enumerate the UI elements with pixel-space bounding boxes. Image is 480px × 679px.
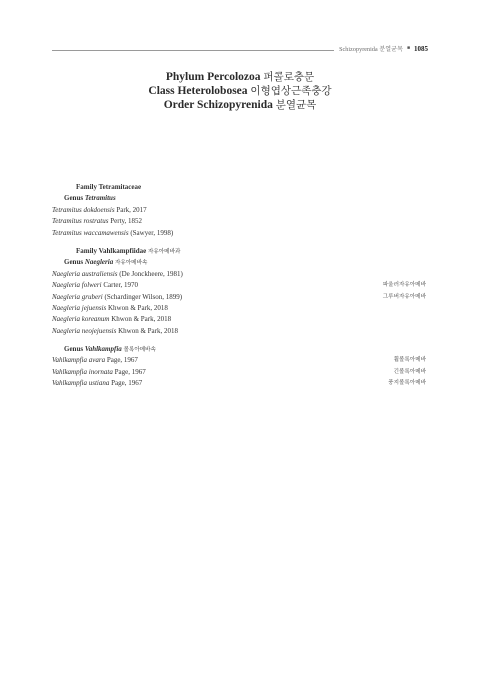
- class-name: Class Heterolobosea: [148, 85, 248, 97]
- species-name: Naegleria neojejuensis: [52, 326, 117, 335]
- species-name: Vahlkampfia avara: [52, 356, 106, 365]
- species-row: [52, 269, 426, 280]
- family-label: Family Vahlkampfiidae: [76, 246, 147, 255]
- genus-name: Tetramitus: [84, 194, 116, 203]
- phylum-korean: 퍼콜로충문: [263, 71, 315, 83]
- species-author: Carter, 1970: [103, 281, 139, 290]
- species-row: [52, 355, 426, 366]
- class-korean: 이형엽상근족충강: [250, 85, 332, 97]
- genus-prefix: Genus: [64, 194, 84, 203]
- genus-heading: [52, 344, 426, 355]
- species-row: [52, 367, 426, 378]
- species-row: [52, 303, 426, 314]
- species-name: Vahlkampfia inornata: [52, 367, 113, 376]
- genus-prefix: Genus: [64, 258, 84, 267]
- running-header-section: Schizopyrenida 분열균목: [339, 47, 403, 53]
- species-author: Page, 1967: [106, 356, 138, 365]
- species-row: [52, 314, 426, 325]
- species-name: Naegleria australiensis: [52, 269, 118, 278]
- species-korean-name: 휩볼록아메바: [393, 357, 426, 364]
- species-korean-name: 파울러자유아메바: [382, 282, 426, 289]
- family-label: Family Tetramitaceae: [76, 183, 142, 191]
- order-korean: 분열균목: [275, 99, 317, 111]
- taxon-title-block: [0, 70, 480, 112]
- species-name: Tetramitus dokdoensis: [52, 205, 115, 214]
- species-row: [52, 378, 426, 389]
- page-number: 1085: [414, 44, 428, 53]
- species-author: Khwon & Park, 2018: [108, 303, 168, 312]
- species-name: Vahlkampfia ustiana: [52, 379, 110, 388]
- section-gap: [52, 337, 426, 344]
- species-author: (De Jonckheere, 1981): [119, 269, 183, 278]
- species-author: (Sawyer, 1998): [130, 228, 174, 237]
- species-author: Khwon & Park, 2018: [111, 315, 172, 324]
- species-author: Khwon & Park, 2018: [118, 326, 178, 335]
- order-name: Order Schizopyrenida: [163, 99, 273, 111]
- species-author: Perty, 1852: [110, 217, 143, 226]
- running-header-rule: [52, 50, 334, 51]
- species-author: Park, 2017: [116, 205, 147, 214]
- genus-korean: 자유아메바속: [114, 260, 148, 267]
- genus-heading: [52, 193, 426, 204]
- species-row: [52, 228, 426, 239]
- family-heading: [52, 246, 426, 257]
- order-title: [0, 98, 480, 112]
- class-title: [0, 84, 480, 98]
- species-author: Page, 1967: [114, 367, 146, 376]
- species-row: [52, 205, 426, 216]
- species-row: [52, 326, 426, 337]
- genus-name: Vahlkampfia: [84, 345, 122, 354]
- genus-korean: 볼록아메바속: [123, 347, 156, 354]
- running-header: [339, 44, 428, 53]
- species-name: Naegleria gruberi: [52, 292, 103, 301]
- family-heading: [52, 182, 426, 193]
- phylum-name: Phylum Percolozoa: [165, 71, 261, 83]
- family-korean: 자유아메바과: [147, 248, 181, 255]
- species-row: [52, 280, 426, 291]
- genus-name: Naegleria: [84, 258, 114, 267]
- genus-prefix: Genus: [64, 345, 84, 354]
- species-name: Naegleria koreanum: [52, 315, 110, 324]
- bullet-separator: ■: [406, 46, 410, 51]
- species-author: Page, 1967: [111, 379, 143, 388]
- species-name: Naegleria folweri: [52, 281, 102, 290]
- section-gap: [52, 239, 426, 246]
- phylum-title: [0, 70, 480, 84]
- species-row: [52, 216, 426, 227]
- genus-heading: [52, 257, 426, 268]
- species-name: Tetramitus waccamawensis: [52, 228, 129, 237]
- taxon-list: [52, 182, 426, 390]
- species-korean-name: 풍지볼록아메바: [388, 380, 426, 387]
- species-name: Naegleria jejuensis: [52, 303, 107, 312]
- species-korean-name: 긴볼록아메바: [393, 368, 426, 375]
- species-korean-name: 그루버자유아메바: [382, 293, 426, 300]
- species-author: (Schardinger Wilson, 1899): [104, 292, 183, 301]
- species-name: Tetramitus rostratus: [52, 217, 109, 226]
- species-row: [52, 292, 426, 303]
